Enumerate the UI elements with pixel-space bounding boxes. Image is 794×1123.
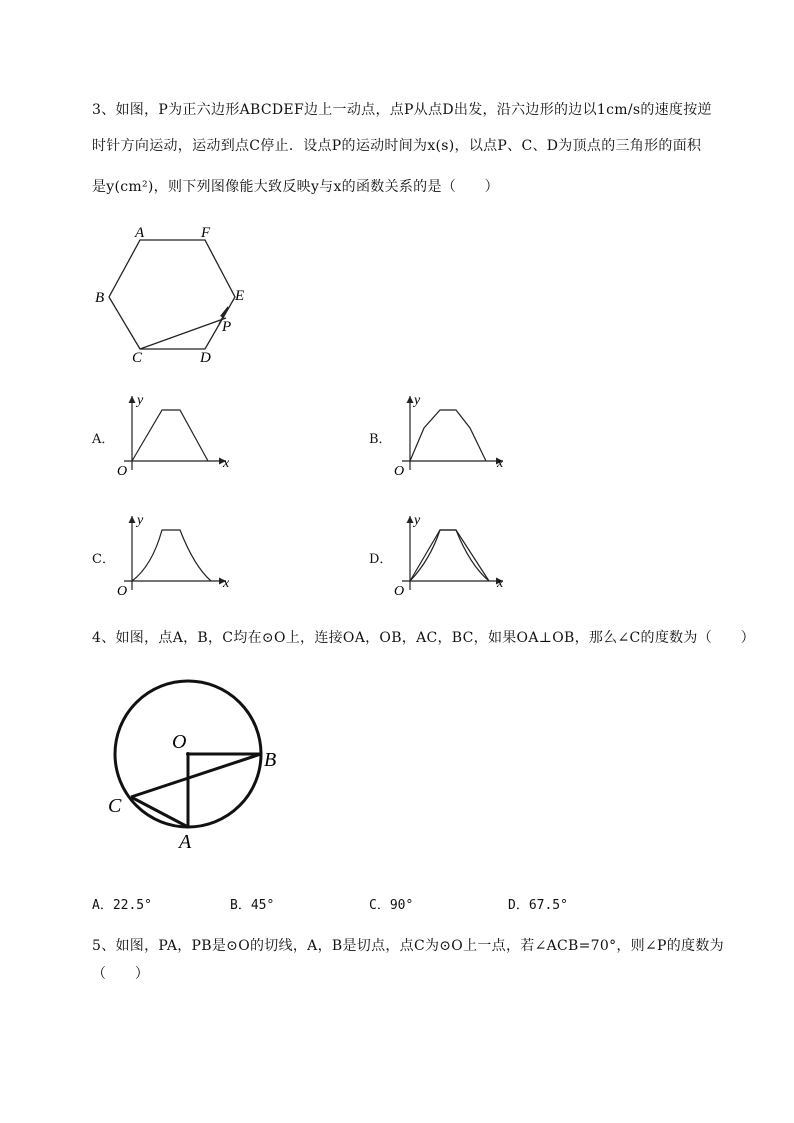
q5-text-line-2: （ ） bbox=[92, 966, 150, 982]
graph-c-y-label: y bbox=[137, 513, 144, 528]
label-A: A bbox=[135, 225, 145, 241]
graph-b-x-label: x bbox=[497, 456, 504, 471]
q4-answer-d[interactable]: D．67.5° bbox=[508, 898, 568, 913]
graph-c-origin-label: O bbox=[117, 584, 128, 599]
label-P: P bbox=[222, 319, 232, 335]
graph-b-origin-label: O bbox=[394, 464, 405, 479]
graph-d-x-label: x bbox=[497, 576, 504, 591]
option-d-label[interactable]: D． bbox=[369, 552, 393, 567]
option-a-label[interactable]: A． bbox=[92, 432, 115, 447]
label-B: B bbox=[264, 749, 277, 771]
label-O: O bbox=[172, 731, 187, 753]
graph-d-origin-label: O bbox=[394, 584, 405, 599]
q3-text-line-2: 时针方向运动，运动到点C停止．设点P的运动时间为x(s)，以点P、C、D为顶点的三角形的面积 bbox=[92, 138, 702, 154]
graph-a-y-label: y bbox=[137, 393, 144, 408]
label-F: F bbox=[201, 225, 211, 241]
q4-answer-c[interactable]: C．90° bbox=[369, 898, 414, 913]
label-B: B bbox=[95, 290, 105, 306]
label-C: C bbox=[132, 350, 143, 366]
label-E: E bbox=[235, 288, 245, 304]
graph-a-origin-label: O bbox=[117, 464, 128, 479]
segment-cb bbox=[131, 754, 261, 797]
graph-c-x-label: x bbox=[223, 576, 230, 591]
label-A: A bbox=[179, 831, 192, 853]
q4-text-line-1: 4、如图，点A，B，C均在⊙O上，连接OA，OB，AC，BC，如果OA⊥OB，那么∠C的度数为（ ） bbox=[92, 630, 755, 646]
q4-answer-b[interactable]: B．45° bbox=[230, 898, 275, 913]
q5-text-line-1: 5、如图，PA，PB是⊙O的切线，A，B是切点，点C为⊙O上一点，若∠ACB=70°，则∠P的度数为 bbox=[92, 938, 724, 954]
graph-a-x-label: x bbox=[223, 456, 230, 471]
option-c-label[interactable]: C． bbox=[92, 552, 115, 567]
graph-b-y-label: y bbox=[414, 393, 421, 408]
label-C: C bbox=[108, 795, 122, 817]
graph-d-y-label: y bbox=[414, 513, 421, 528]
q4-answer-a[interactable]: A．22.5° bbox=[92, 898, 152, 913]
q3-text-line-1: 3、如图，P为正六边形ABCDEF边上一动点，点P从点D出发，沿六边形的边以1cm/s的速度按逆 bbox=[92, 102, 712, 118]
label-D: D bbox=[200, 350, 211, 366]
q3-text-line-3: 是y(cm²)，则下列图像能大致反映y与x的函数关系的是（ ） bbox=[92, 179, 499, 195]
option-b-label[interactable]: B． bbox=[369, 432, 392, 447]
